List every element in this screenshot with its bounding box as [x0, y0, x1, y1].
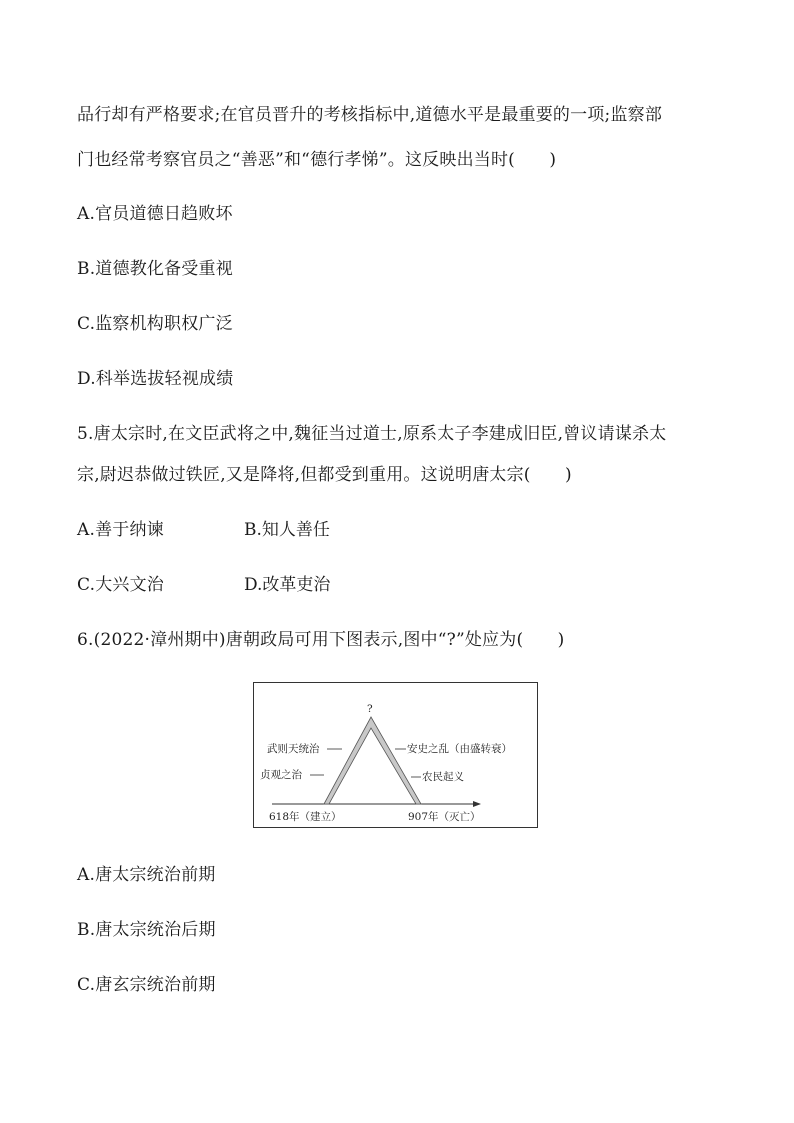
q4-stem-line-2: 门也经常考察官员之“善恶”和“德行孝悌”。这反映出当时( ) [77, 150, 557, 170]
q4-option-d: D.科举选拔轻视成绩 [77, 369, 234, 389]
label-wu-zetian: 武则天统治 [267, 743, 320, 755]
q4-option-b: B.道德教化备受重视 [77, 259, 233, 279]
q5-option-a: A.善于纳谏 [77, 520, 164, 540]
q5-option-d: D.改革吏治 [244, 575, 331, 595]
q5-stem-line-2: 宗,尉迟恭做过铁匠,又是降将,但都受到重用。这说明唐太宗( ) [77, 465, 572, 485]
label-start-618: 618年（建立） [269, 811, 342, 823]
q6-option-a: A.唐太宗统治前期 [77, 865, 216, 885]
label-zhenguan: 贞观之治 [260, 769, 302, 781]
q5-option-c: C.大兴文治 [77, 575, 165, 595]
tang-politics-diagram [253, 682, 538, 828]
q6-option-c: C.唐玄宗统治前期 [77, 975, 216, 995]
label-anshi-rebellion: 安史之乱（由盛转衰） [407, 743, 512, 755]
peak-question-label: ? [367, 703, 373, 715]
rise-fall-shape [324, 717, 421, 804]
diagram-canvas [254, 683, 539, 829]
q6-option-b: B.唐太宗统治后期 [77, 920, 216, 940]
q4-option-c: C.监察机构职权广泛 [77, 314, 233, 334]
label-peasant-uprising: 农民起义 [422, 771, 464, 783]
q4-stem-line-1: 品行却有严格要求;在官员晋升的考核指标中,道德水平是最重要的一项;监察部 [77, 105, 663, 125]
q6-stem: 6.(2022·漳州期中)唐朝政局可用下图表示,图中“?”处应为( ) [77, 630, 565, 650]
label-end-907: 907年（灭亡） [408, 811, 481, 823]
q5-option-b: B.知人善任 [244, 520, 330, 540]
q5-stem-line-1: 5.唐太宗时,在文臣武将之中,魏征当过道士,原系太子李建成旧臣,曾议请谋杀太 [77, 424, 667, 444]
q4-option-a: A.官员道德日趋败坏 [77, 204, 233, 224]
